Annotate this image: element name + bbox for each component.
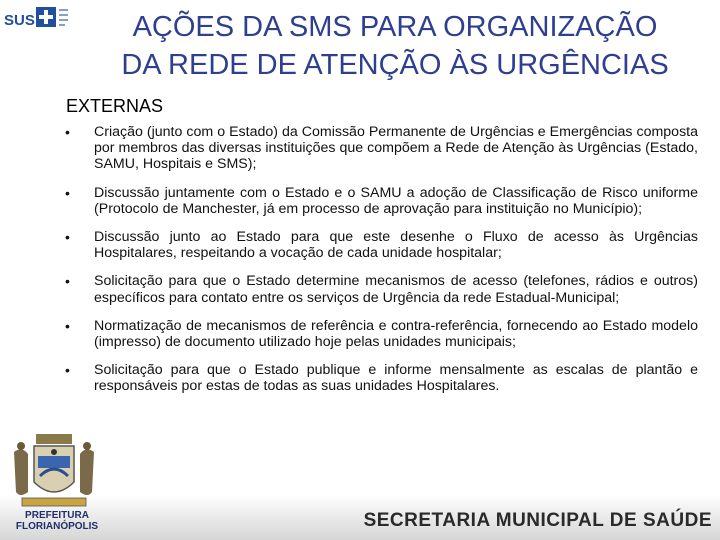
list-item-text: Solicitação para que o Estado determine mecanismos de acesso (telefones, rádios e outros) específicos para contato entre os serviços de Urgência da rede Estadual-Municipal; xyxy=(94,273,698,306)
bullet-icon: • xyxy=(65,317,70,334)
bullet-icon: • xyxy=(65,184,70,201)
list-item-text: Discussão juntamente com o Estado e o SAMU a adoção de Classificação de Risco uniforme (Protocolo de Manchester, já em processo de aprovação para instituição no Município); xyxy=(94,184,698,217)
title-line-2: DA REDE DE ATENÇÃO ÀS URGÊNCIAS xyxy=(121,49,669,81)
sus-logo xyxy=(4,3,70,37)
title-line-1: AÇÕES DA SMS PARA ORGANIZAÇÃO xyxy=(132,11,658,43)
sus-logo-text: SUS xyxy=(4,12,35,29)
list-item-text: Solicitação para que o Estado publique e informe mensalmente as escalas de plantão e responsáveis por estas de todas as suas unidades Hospitalares. xyxy=(94,362,698,395)
list-item xyxy=(62,185,698,217)
list-item xyxy=(62,229,698,261)
list-item xyxy=(62,124,698,173)
list-item xyxy=(62,273,698,305)
bullet-icon: • xyxy=(65,229,70,246)
page-title xyxy=(80,8,710,84)
bullet-icon: • xyxy=(65,124,70,140)
list-item xyxy=(62,362,698,394)
bullet-icon: • xyxy=(65,273,70,290)
list-item-text: Normatização de mecanismos de referência e contra-referência, fornecendo ao Estado modelo (impresso) de documento utilizado hoje pelas unidades municipais; xyxy=(94,317,698,351)
bullet-icon: • xyxy=(65,362,70,379)
list-item xyxy=(62,318,698,350)
secretaria-label: SECRETARIA MUNICIPAL DE SAÚDE xyxy=(363,510,712,531)
section-heading: EXTERNAS xyxy=(66,96,164,116)
bullet-list xyxy=(62,124,698,407)
list-item-text: Discussão junto ao Estado para que este desenhe o Fluxo de acesso às Urgências Hospitalares, respeitando a vocação de cada unidade hospitalar; xyxy=(94,229,698,262)
prefeitura-line-2: FLORIANÓPOLIS xyxy=(15,521,99,532)
prefeitura-line-1: PREFEITURA xyxy=(25,510,89,521)
list-item-text: Criação (junto com o Estado) da Comissão Permanente de Urgências e Emergências composta por membros das diversas instituições que compõem a Rede de Atenção às Urgências (Estado, SAMU, Hospitais e SMS); xyxy=(94,124,698,173)
prefeitura-logo-text xyxy=(2,510,112,532)
coat-of-arms-icon xyxy=(8,432,100,510)
